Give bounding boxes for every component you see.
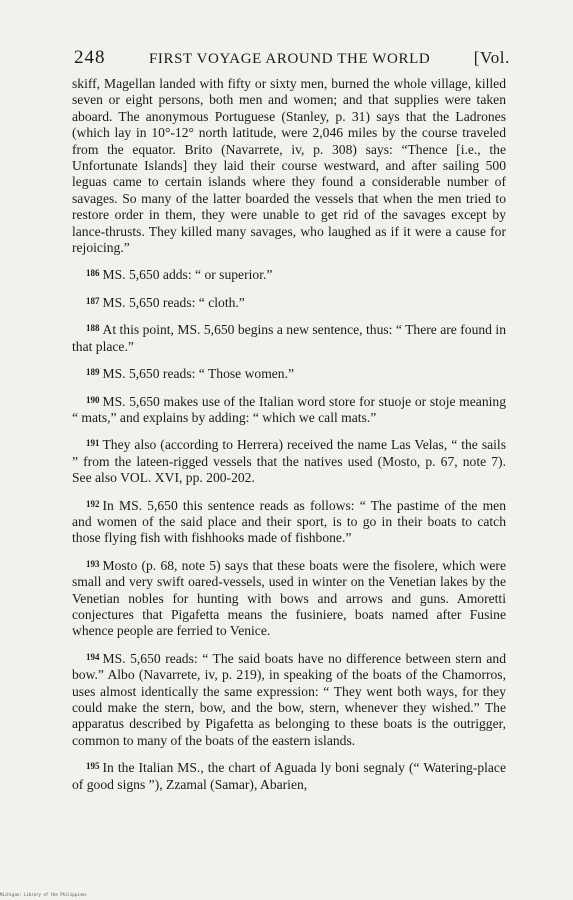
footnote-text: MS. 5,650 reads: “ The said boats have no difference between stern and bow.” Albo (Navarrete, iv, p. 219), in speaking of the boats of the Chamorros, uses almost identically the same expression: “ They went both ways, for they could make the stern, bow, and the bow, stern, whenever they wished.” The apparatus described by Pigafetta as belonging to these boats is the outrigger, common to many of the boats of the eastern islands. <box>72 650 506 748</box>
page-body <box>72 76 506 802</box>
footnote-text: MS. 5,650 reads: “ Those women.” <box>102 366 295 382</box>
running-header <box>74 47 510 69</box>
footnote-188 <box>72 320 506 355</box>
footnote-text: MS. 5,650 adds: “ or superior.” <box>102 267 273 283</box>
footnote-189 <box>72 364 506 382</box>
footnote-192 <box>72 496 506 547</box>
volume-label: [Vol. <box>473 48 510 67</box>
footnote-text: MS. 5,650 reads: “ cloth.” <box>102 294 245 310</box>
footnote-number: 188 <box>86 323 100 334</box>
footnote-190 <box>72 392 506 427</box>
running-title: FIRST VOYAGE AROUND THE WORLD <box>148 51 431 67</box>
footnote-text: They also (according to Herrera) received the name Las Velas, “ the sails ” from the lateen-rigged vessels that the natives used (Mosto, p. 67, note 7). See also VOL. XVI, pp. 200-202. <box>72 437 506 486</box>
footnote-number: 189 <box>86 367 100 378</box>
footnote-number: 190 <box>86 394 100 405</box>
footnote-text: MS. 5,650 makes use of the Italian word store for stuoje or stoje meaning “ mats,” and explains by adding: “ which we call mats.” <box>72 393 506 425</box>
footnote-number: 195 <box>86 761 100 772</box>
page-number: 248 <box>74 47 106 68</box>
footnote-186 <box>72 265 506 283</box>
footnote-text: In MS. 5,650 this sentence reads as follows: “ The pastime of the men and women of the said place and their sport, is to go in their boats to catch those flying fish with fishhooks made of fishbone.” <box>72 497 506 546</box>
footnote-number: 192 <box>86 498 100 509</box>
footnote-text: At this point, MS. 5,650 begins a new sentence, thus: “ There are found in that place.” <box>72 322 506 354</box>
footnote-number: 191 <box>86 438 100 449</box>
footnote-195 <box>72 758 506 793</box>
footnote-text: In the Italian MS., the chart of Aguada ly boni segnaly (“ Watering-place of good signs ”), Zzamal (Samar), Abarien, <box>72 760 506 792</box>
footnote-number: 193 <box>86 558 100 569</box>
footnote-187 <box>72 293 506 311</box>
paragraph-continuation <box>72 76 506 256</box>
paragraph-text: skiff, Magellan landed with fifty or sixty men, burned the whole village, killed seven or eight persons, both men and women; and that supplies were taken aboard. The anonymous Portuguese (Stanley, p. 31) says that the Ladrones (which lay in 10°-12° north latitude, were 2,046 miles by the course traveled from the equator. Brito (Navarrete, iv, p. 308) says: “Thence [i.e., the Unfortunate Islands] they laid their course westward, and after sailing 500 leguas came to certain islands where they found a considerable number of savages. So many of the latter boarded the vessels that when the men tried to restore order in them, they were unable to get rid of the savages except by lance-thrusts. They killed many savages, who laughed as if it were a cause for rejoicing.” <box>72 76 506 256</box>
footnote-text: Mosto (p. 68, note 5) says that these boats were the fisolere, which were small and very swift oared-vessels, used in winter on the Venetian lakes by the Venetian nobles for hunting with bows and arrows and guns. Amoretti conjectures that Pigafetta means the fusiniere, boats named after Fusine whence people are ferried to Venice. <box>72 557 506 639</box>
footnote-191 <box>72 435 506 486</box>
footnote-number: 187 <box>86 295 100 306</box>
footnote-193 <box>72 556 506 640</box>
scan-footer: Michigan: Library of the Philippines <box>0 892 87 897</box>
footnote-number: 186 <box>86 268 100 279</box>
footnote-number: 194 <box>86 651 100 662</box>
footnote-194 <box>72 649 506 749</box>
